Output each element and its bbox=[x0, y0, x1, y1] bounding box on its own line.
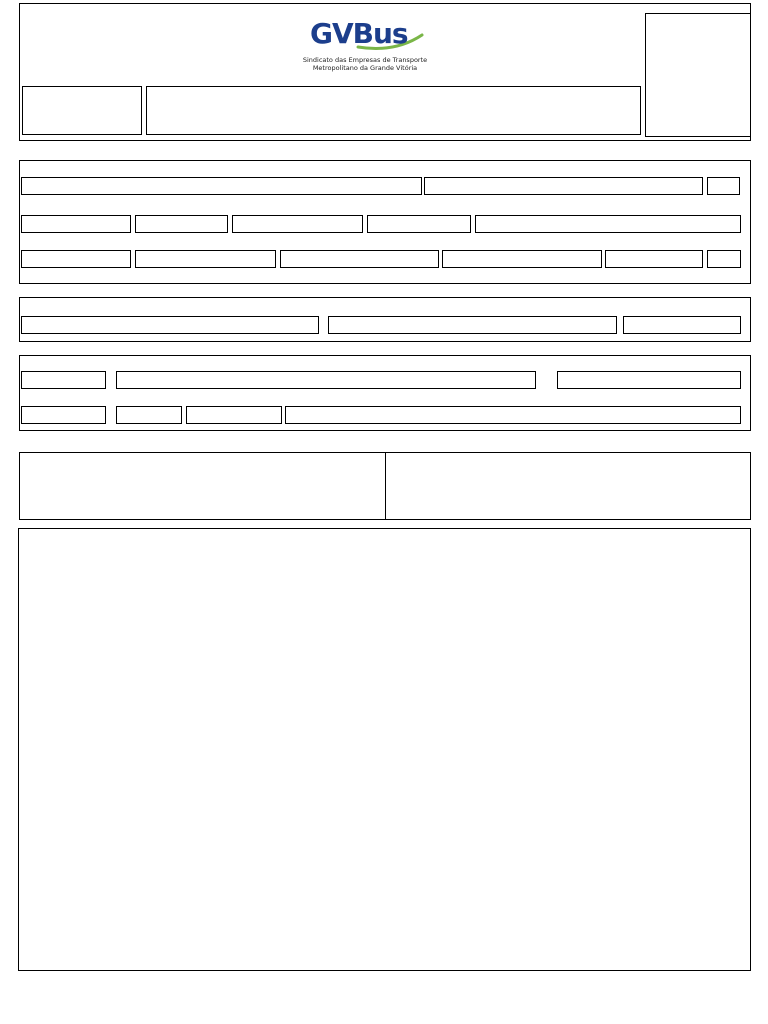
field-2-13[interactable] bbox=[605, 250, 703, 268]
field-2-1[interactable] bbox=[21, 177, 422, 195]
field-4-5[interactable] bbox=[116, 406, 182, 424]
field-5-right[interactable] bbox=[385, 452, 751, 520]
field-2-14[interactable] bbox=[707, 250, 741, 268]
field-5-left[interactable] bbox=[19, 452, 386, 520]
field-4-6[interactable] bbox=[186, 406, 282, 424]
header-small-field[interactable] bbox=[22, 86, 142, 135]
field-2-8[interactable] bbox=[475, 215, 741, 233]
gvbus-logo bbox=[300, 15, 430, 73]
field-2-10[interactable] bbox=[135, 250, 276, 268]
field-2-3[interactable] bbox=[707, 177, 740, 195]
field-2-4[interactable] bbox=[21, 215, 131, 233]
logo-subtitle-2: Metropolitano da Grande Vitória bbox=[312, 64, 418, 72]
field-2-11[interactable] bbox=[280, 250, 439, 268]
field-4-3[interactable] bbox=[557, 371, 741, 389]
photo-box[interactable] bbox=[645, 13, 751, 137]
field-2-12[interactable] bbox=[442, 250, 602, 268]
field-3-1[interactable] bbox=[21, 316, 319, 334]
field-3-2[interactable] bbox=[328, 316, 617, 334]
field-4-7[interactable] bbox=[285, 406, 741, 424]
field-2-7[interactable] bbox=[367, 215, 471, 233]
header-title-field[interactable] bbox=[146, 86, 641, 135]
field-2-5[interactable] bbox=[135, 215, 228, 233]
field-4-2[interactable] bbox=[116, 371, 536, 389]
field-2-9[interactable] bbox=[21, 250, 131, 268]
field-4-4[interactable] bbox=[21, 406, 106, 424]
field-2-2[interactable] bbox=[424, 177, 703, 195]
field-4-1[interactable] bbox=[21, 371, 106, 389]
field-3-3[interactable] bbox=[623, 316, 741, 334]
large-text-area[interactable] bbox=[18, 528, 751, 971]
logo-subtitle-1: Sindicato das Empresas de Transporte bbox=[302, 56, 428, 64]
field-2-6[interactable] bbox=[232, 215, 363, 233]
logo-wordmark: GVBus bbox=[310, 17, 408, 50]
